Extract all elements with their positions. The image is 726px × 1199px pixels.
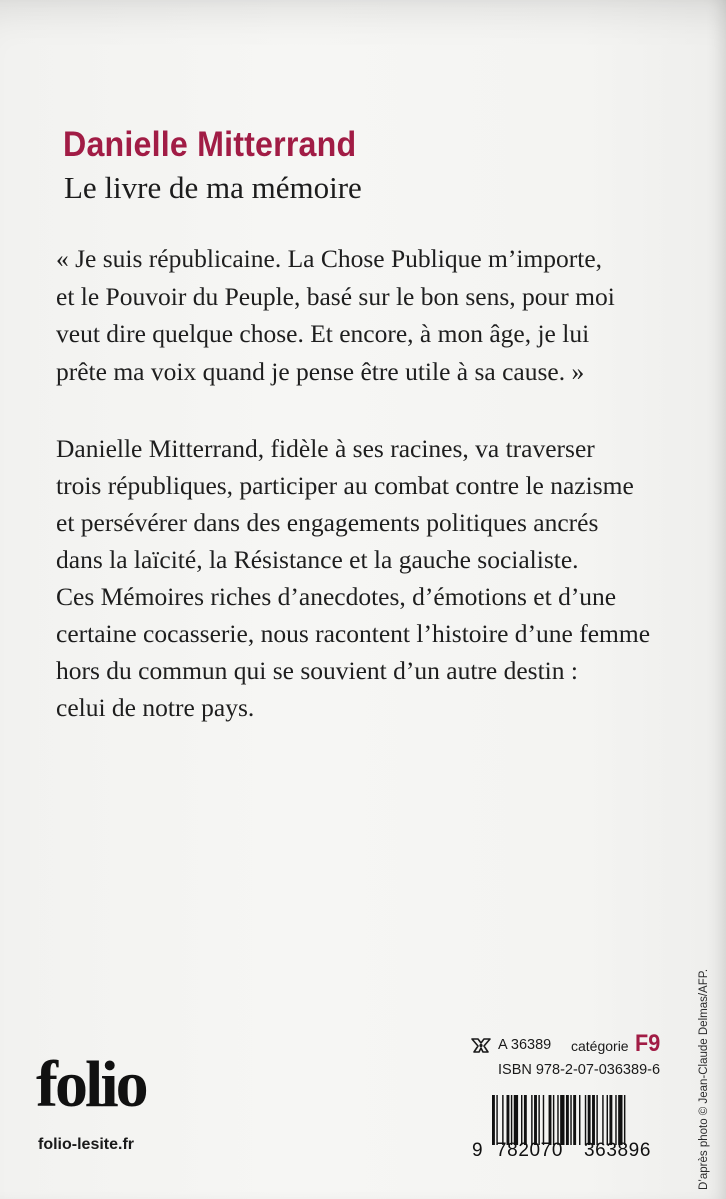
author-name: Danielle Mitterrand — [63, 125, 357, 164]
description-line: Ces Mémoires riches d’anecdotes, d’émotions et d’une — [56, 582, 617, 611]
publisher-emblem-icon — [470, 1036, 492, 1054]
barcode-bar — [521, 1095, 522, 1145]
barcode-bar — [514, 1095, 518, 1145]
folio-logo: folio — [36, 1048, 146, 1121]
barcode-bar — [607, 1095, 608, 1145]
description-line: trois républiques, participer au combat contre le nazisme — [56, 471, 634, 500]
photo-credit: D’après photo © Jean-Claude Delmas/AFP. — [698, 968, 710, 1190]
barcode-bar — [524, 1095, 527, 1145]
barcode — [492, 1095, 688, 1145]
description-line: Danielle Mitterrand, fidèle à ses racines, va traverser — [56, 434, 595, 463]
barcode-bar — [615, 1095, 616, 1145]
description-line: et persévérer dans des engagements politiques ancrés — [56, 508, 599, 537]
barcode-bar — [609, 1095, 612, 1145]
website-url: folio-lesite.fr — [38, 1136, 135, 1153]
barcode-bar — [557, 1095, 558, 1145]
description-line: certaine cocasserie, nous racontent l’histoire d’une femme — [56, 619, 651, 648]
quote-line: et le Pouvoir du Peuple, basé sur le bon sens, pour moi — [56, 281, 615, 311]
barcode-bar — [570, 1095, 571, 1145]
barcode-digits — [472, 1140, 692, 1164]
description-block — [56, 430, 650, 726]
book-title: Le livre de ma mémoire — [64, 170, 362, 205]
barcode-bar — [624, 1095, 625, 1145]
description-line: dans la laïcité, la Résistance et la gauche socialiste. — [56, 545, 579, 574]
barcode-bar — [592, 1095, 595, 1145]
category-label: catégorie — [571, 1038, 629, 1054]
barcode-bar — [588, 1095, 591, 1145]
barcode-bar — [543, 1095, 544, 1145]
barcode-bar — [602, 1095, 603, 1145]
publisher-code: A 36389 — [498, 1037, 552, 1053]
barcode-bar — [579, 1095, 580, 1145]
category-value: F9 — [635, 1030, 661, 1057]
barcode-bar — [531, 1095, 532, 1145]
quote-line: « Je suis républicaine. La Chose Publique m’importe, — [56, 244, 603, 273]
barcode-bar — [496, 1095, 497, 1145]
barcode-bar — [502, 1095, 503, 1145]
quote-line: veut dire quelque chose. Et encore, à mon âge, je lui — [56, 319, 590, 348]
barcode-bar — [492, 1095, 495, 1145]
barcode-bar — [534, 1095, 537, 1145]
quote-block — [56, 240, 615, 390]
barcode-left-group: 782070 — [496, 1140, 564, 1161]
publisher-code-row — [470, 1030, 690, 1060]
barcode-bar — [566, 1095, 569, 1145]
barcode-bar — [538, 1095, 539, 1145]
barcode-bar — [585, 1095, 586, 1145]
barcode-bar — [549, 1095, 552, 1145]
barcode-bar — [596, 1095, 597, 1145]
barcode-first-digit: 9 — [472, 1140, 483, 1161]
barcode-bar — [511, 1095, 512, 1145]
barcode-bar — [618, 1095, 622, 1145]
description-line: celui de notre pays. — [56, 693, 255, 722]
isbn: ISBN 978-2-07-036389-6 — [498, 1062, 661, 1078]
barcode-bar — [507, 1095, 510, 1145]
barcode-bar — [553, 1095, 554, 1145]
description-line: hors du commun qui se souvient d’un autre destin : — [56, 656, 578, 685]
barcode-right-group: 363896 — [584, 1140, 652, 1161]
quote-line: prête ma voix quand je pense être utile à sa cause. » — [56, 356, 585, 386]
barcode-bar — [560, 1095, 564, 1145]
barcode-bar — [573, 1095, 576, 1145]
